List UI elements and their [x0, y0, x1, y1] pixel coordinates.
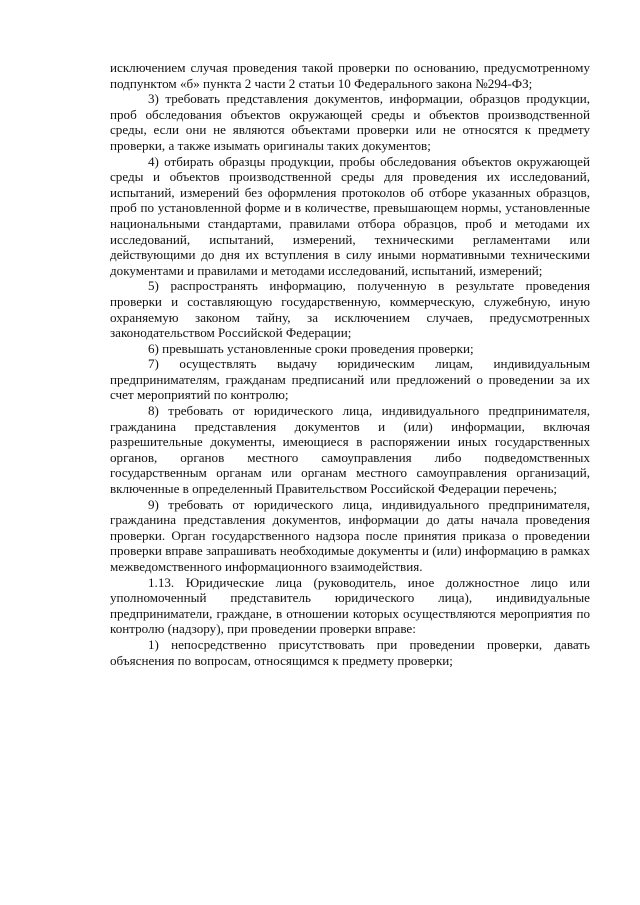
paragraph-item-8: 8) требовать от юридического лица, индивидуального предпринимателя, гражданина представления документов и (или) информации, включая разрешительные документы, имеющиеся в распоряжении иных государственных органов, органов местного самоуправления либо подведомственных государственным органам или органам местного самоуправления организаций, включенные в определенный Правительством Российской Федерации перечень;	[110, 403, 590, 497]
paragraph-item-9: 9) требовать от юридического лица, индивидуального предпринимателя, гражданина представления документов, информации до даты начала проведения проверки. Орган государственного надзора после принятия приказа о проведении проверки вправе запрашивать необходимые документы и (или) информацию в рамках межведомственного информационного взаимодействия.	[110, 496, 590, 574]
paragraph-continuation: исключением случая проведения такой проверки по основанию, предусмотренному подпунктом «б» пункта 2 части 2 статьи 10 Федерального закона №294-ФЗ;	[110, 60, 590, 91]
paragraph-right-1: 1) непосредственно присутствовать при проведении проверки, давать объяснения по вопросам, относящимся к предмету проверки;	[110, 636, 590, 668]
paragraph-item-3: 3) требовать представления документов, информации, образцов продукции, проб обследования объектов окружающей среды и объектов производственной среды, если они не являются объектами проверки или не относятся к предмету проверки, а также изымать оригиналы таких документов;	[110, 91, 590, 153]
document-page	[110, 60, 590, 668]
paragraph-item-5: 5) распространять информацию, полученную в результате проведения проверки и составляющую государственную, коммерческую, служебную, иную охраняемую законом тайну, за исключением случаев, предусмотренных законодательством Российской Федерации;	[110, 278, 590, 341]
paragraph-item-6: 6) превышать установленные сроки проведения проверки;	[148, 340, 474, 356]
section-1-13-paragraph: 1.13. Юридические лица (руководитель, иное должностное лицо или уполномоченный представитель юридического лица), индивидуальные предприниматели, граждане, в отношении которых осуществляются мероприятия по контролю (надзору), при проведении проверки вправе:	[110, 574, 590, 637]
paragraph-item-7: 7) осуществлять выдачу юридическим лицам, индивидуальным предпринимателям, гражданам предписаний или предложений о проведении за их счет мероприятий по контролю;	[110, 356, 590, 403]
paragraph-item-4: 4) отбирать образцы продукции, пробы обследования объектов окружающей среды и объектов производственной среды для проведения их исследований, испытаний, измерений без оформления протоколов об отборе указанных образцов, проб по установленной форме и в количестве, превышающем нормы, установленные национальными стандартами, правилами отбора образцов, проб и методами их исследований, испытаний, измерений, техническими регламентами или действующими до дня их вступления в силу иными нормативными техническими документами и правилами и методами исследований, испытаний, измерений;	[110, 153, 590, 278]
